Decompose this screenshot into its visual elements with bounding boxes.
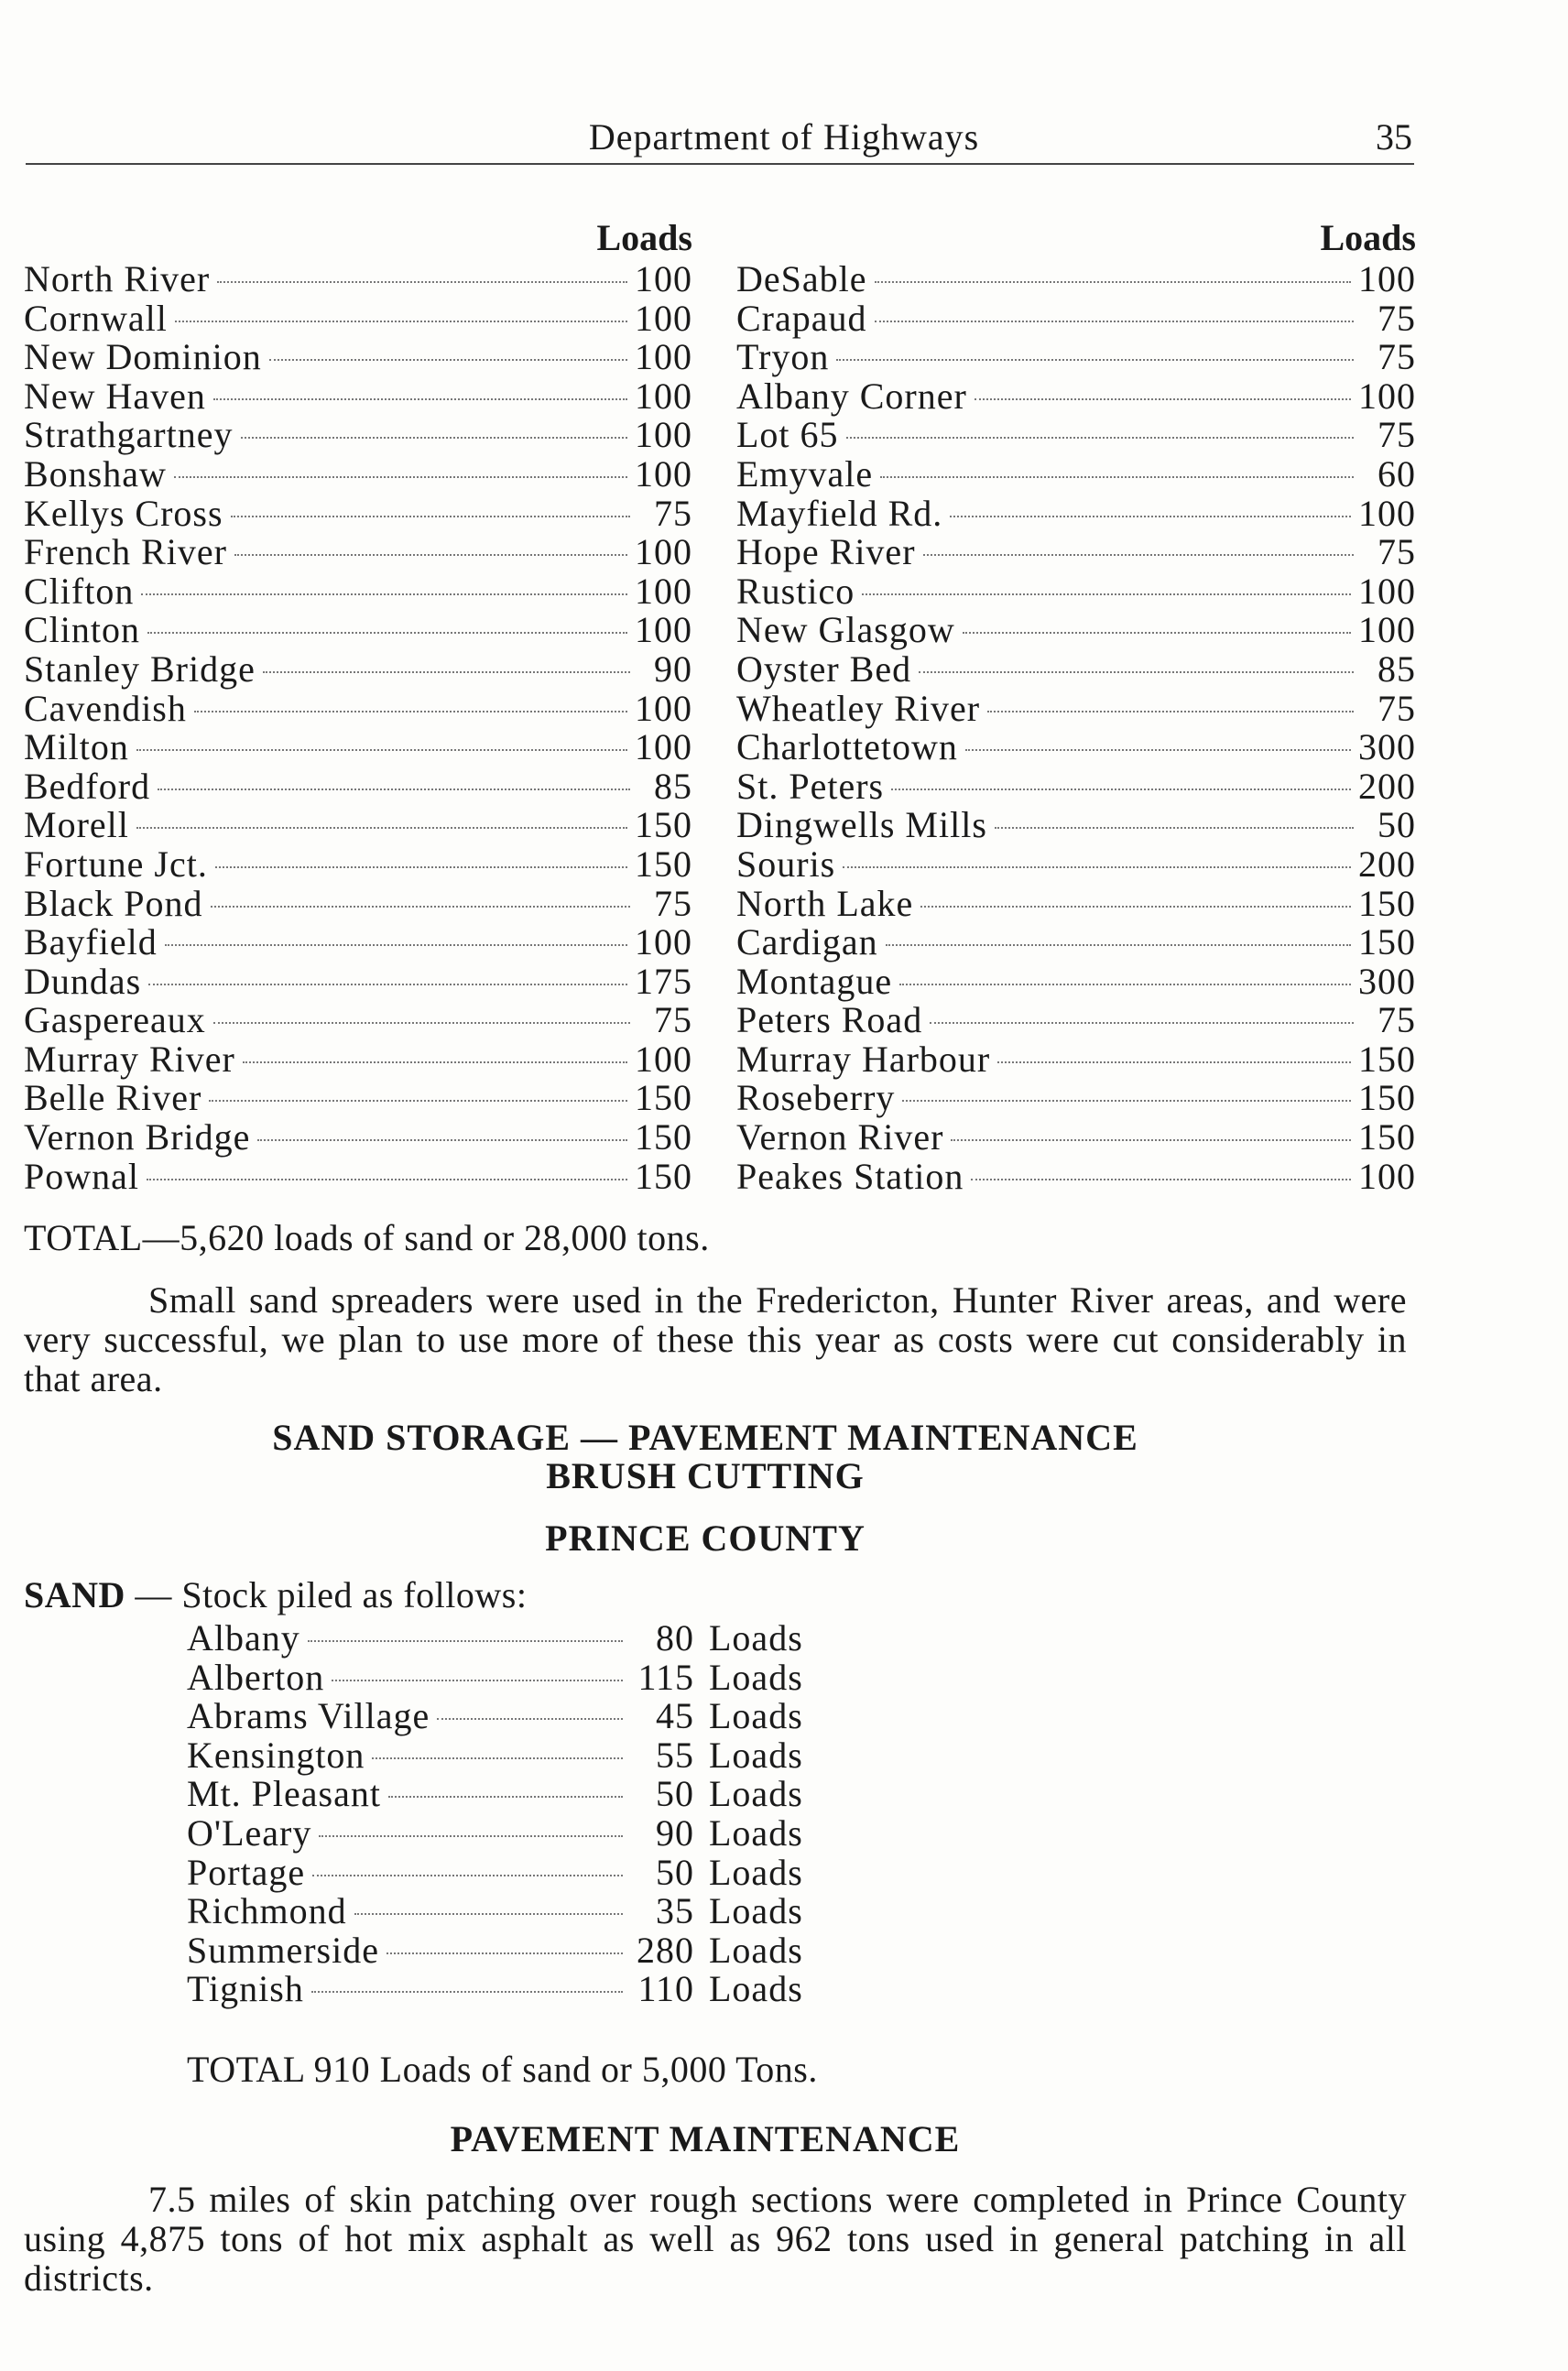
place-name: Bonshaw: [24, 452, 167, 495]
table-row: [24, 1118, 692, 1158]
table-row: [24, 1079, 692, 1118]
loads-unit: Loads: [709, 1851, 803, 1893]
place-name: New Dominion: [24, 336, 262, 378]
sand-total: TOTAL 910 Loads of sand or 5,000 Tons.: [187, 2049, 818, 2090]
table-row: [736, 923, 1416, 963]
loads-value: 100: [635, 336, 692, 378]
loads-value: 100: [635, 531, 692, 573]
table-row: [736, 728, 1416, 767]
dot-leader: [951, 1139, 1351, 1141]
dot-leader: [891, 789, 1351, 790]
table-row: [736, 572, 1416, 612]
dot-leader: [141, 593, 627, 595]
dot-leader: [902, 1100, 1351, 1102]
loads-value: 300: [1358, 726, 1416, 768]
loads-value: 45: [656, 1695, 694, 1737]
loads-value: 280: [637, 1929, 694, 1971]
loads-value: 75: [1377, 999, 1416, 1041]
dot-leader: [997, 1061, 1351, 1063]
table-row: [736, 1118, 1416, 1158]
table-row: [24, 611, 692, 650]
dot-leader: [332, 1680, 623, 1681]
dot-leader: [241, 437, 628, 439]
dot-leader: [880, 476, 1354, 478]
list-item: [187, 1851, 828, 1893]
pavement-heading: PAVEMENT MAINTENANCE: [450, 2118, 961, 2159]
loads-unit: Loads: [709, 1773, 803, 1815]
dot-leader: [308, 1640, 623, 1642]
dot-leader: [215, 866, 627, 868]
place-name: St. Peters: [736, 765, 885, 807]
loads-value: 300: [1358, 960, 1416, 1002]
place-name: Tignish: [187, 1968, 304, 2010]
dot-leader: [950, 516, 1351, 517]
dot-leader: [263, 671, 630, 673]
loads-value: 75: [1377, 336, 1416, 378]
loads-unit: Loads: [709, 1695, 803, 1737]
column-header-loads: Loads: [1320, 217, 1416, 258]
sand-intro: [24, 1573, 527, 1616]
loads-value: 150: [635, 804, 692, 846]
dot-leader: [234, 554, 627, 556]
loads-value: 200: [1358, 843, 1416, 885]
list-item: [187, 1656, 828, 1698]
dot-leader: [257, 1139, 627, 1141]
dot-leader: [920, 906, 1351, 908]
section-subheading: BRUSH CUTTING: [546, 1455, 865, 1496]
place-name: Dingwells Mills: [736, 804, 987, 846]
table-row: [24, 806, 692, 845]
dot-leader: [875, 281, 1351, 283]
place-name: Clinton: [24, 609, 141, 651]
loads-value: 85: [654, 765, 692, 807]
table-row: [24, 1155, 692, 1197]
table-row: [24, 728, 692, 767]
dot-leader: [174, 476, 627, 478]
loads-unit: Loads: [709, 1811, 803, 1854]
table-row: [24, 845, 692, 885]
place-name: Montague: [736, 960, 893, 1002]
dot-leader: [919, 671, 1354, 673]
place-name: Richmond: [187, 1890, 347, 1932]
dot-leader: [175, 321, 627, 322]
place-name: Oyster Bed: [736, 647, 912, 690]
header-rule: [26, 163, 1414, 165]
table-row: [736, 1079, 1416, 1118]
list-item: [187, 1697, 828, 1736]
loads-value: 100: [635, 609, 692, 651]
dot-leader: [437, 1718, 623, 1720]
table-row: [736, 882, 1416, 924]
loads-total: TOTAL—5,620 loads of sand or 28,000 tons.: [24, 1217, 710, 1258]
list-item: [187, 1736, 828, 1776]
table-row: [736, 492, 1416, 534]
table-row: [24, 492, 692, 534]
place-name: North Lake: [736, 882, 914, 924]
loads-unit: Loads: [709, 1968, 803, 2010]
place-name: Cavendish: [24, 687, 187, 729]
table-row: [24, 533, 692, 572]
place-name: Hope River: [736, 531, 916, 573]
place-name: Murray River: [24, 1038, 235, 1080]
loads-value: 75: [1377, 531, 1416, 573]
place-name: Kellys Cross: [24, 492, 223, 534]
dot-leader: [886, 944, 1351, 946]
table-row: [736, 533, 1416, 572]
table-row: [24, 416, 692, 455]
place-name: Charlottetown: [736, 726, 958, 768]
table-row: [736, 1001, 1416, 1040]
table-row: [24, 767, 692, 807]
table-row: [736, 647, 1416, 690]
table-row: [736, 806, 1416, 845]
table-row: [736, 1155, 1416, 1197]
place-name: Pownal: [24, 1155, 139, 1197]
place-name: Roseberry: [736, 1077, 896, 1119]
place-name: New Haven: [24, 375, 206, 417]
dot-leader: [269, 359, 627, 361]
loads-unit: Loads: [709, 1890, 803, 1932]
dot-leader: [354, 1913, 623, 1915]
loads-value: 100: [635, 375, 692, 417]
dot-leader: [930, 1022, 1354, 1024]
loads-value: 100: [635, 570, 692, 612]
dot-leader: [843, 866, 1351, 868]
loads-value: 150: [1358, 1077, 1416, 1119]
place-name: Emyvale: [736, 452, 874, 495]
dot-leader: [995, 827, 1354, 829]
place-name: Murray Harbour: [736, 1038, 991, 1080]
sand-intro-text: — Stock piled as follows:: [135, 1574, 528, 1615]
page-header: [0, 110, 1568, 165]
running-title: Department of Highways: [588, 116, 980, 158]
dot-leader: [136, 827, 627, 829]
loads-value: 100: [635, 1038, 692, 1080]
loads-value: 100: [1358, 570, 1416, 612]
table-row: [736, 1040, 1416, 1080]
place-name: Alberton: [187, 1656, 325, 1698]
loads-value: 115: [637, 1656, 694, 1698]
dot-leader: [975, 398, 1351, 400]
loads-value: 200: [1358, 765, 1416, 807]
loads-value: 150: [1358, 1038, 1416, 1080]
loads-value: 175: [635, 960, 692, 1002]
dot-leader: [846, 437, 1354, 439]
loads-value: 100: [1358, 375, 1416, 417]
dot-leader: [965, 749, 1351, 751]
table-row: [736, 611, 1416, 650]
dot-leader: [387, 1952, 623, 1954]
table-row: [736, 299, 1416, 339]
list-item: [187, 1931, 828, 1971]
loads-value: 150: [1358, 882, 1416, 924]
table-row: [24, 1040, 692, 1080]
list-item: [187, 1619, 828, 1659]
dot-leader: [211, 906, 630, 908]
place-name: Peters Road: [736, 999, 923, 1041]
place-name: Abrams Village: [187, 1695, 430, 1737]
place-name: French River: [24, 531, 227, 573]
loads-value: 55: [656, 1734, 694, 1776]
place-name: Belle River: [24, 1077, 202, 1119]
loads-value: 75: [654, 492, 692, 534]
place-name: Souris: [736, 843, 836, 885]
dot-leader: [194, 711, 627, 712]
place-name: Mayfield Rd.: [736, 492, 943, 534]
table-row: [24, 299, 692, 339]
dot-leader: [209, 1100, 627, 1102]
dot-leader: [311, 1991, 623, 1993]
table-row: [736, 260, 1416, 299]
list-item: [187, 1892, 828, 1931]
dot-leader: [923, 554, 1354, 556]
section-heading: SAND STORAGE — PAVEMENT MAINTENANCE: [272, 1417, 1138, 1458]
place-name: Albany: [187, 1617, 300, 1659]
loads-value: 100: [635, 258, 692, 299]
place-name: Bayfield: [24, 921, 158, 963]
place-name: O'Leary: [187, 1811, 312, 1854]
table-row: [24, 572, 692, 612]
loads-value: 150: [635, 1155, 692, 1197]
dot-leader: [231, 516, 630, 517]
sand-label: SAND: [24, 1574, 125, 1615]
loads-value: 50: [1377, 804, 1416, 846]
loads-value: 90: [654, 647, 692, 690]
loads-value: 80: [656, 1617, 694, 1659]
dot-leader: [319, 1835, 623, 1837]
loads-column-left: [24, 216, 692, 1196]
spreaders-paragraph: Small sand spreaders were used in the Fredericton, Hunter River areas, and were very successful, we plan to use more of these this year as costs were cut considerably in that area.: [24, 1279, 1407, 1399]
place-name: Tryon: [736, 336, 830, 378]
dot-leader: [213, 1022, 630, 1024]
place-name: Black Pond: [24, 882, 203, 924]
table-row: [24, 882, 692, 924]
table-row: [736, 416, 1416, 455]
place-name: Morell: [24, 804, 129, 846]
place-name: Vernon River: [736, 1116, 944, 1158]
table-row: [736, 377, 1416, 417]
table-row: [24, 923, 692, 963]
loads-value: 150: [1358, 1116, 1416, 1158]
loads-unit: Loads: [709, 1656, 803, 1698]
place-name: Clifton: [24, 570, 135, 612]
dot-leader: [862, 593, 1351, 595]
place-name: Crapaud: [736, 297, 867, 339]
dot-leader: [836, 359, 1354, 361]
dot-leader: [147, 1179, 627, 1180]
loads-value: 100: [1358, 258, 1416, 299]
place-name: Portage: [187, 1851, 306, 1893]
loads-value: 50: [656, 1851, 694, 1893]
table-row: [736, 845, 1416, 885]
table-row: [24, 260, 692, 299]
loads-unit: Loads: [709, 1734, 803, 1776]
table-row: [24, 377, 692, 417]
place-name: Kensington: [187, 1734, 365, 1776]
place-name: Strathgartney: [24, 414, 234, 456]
loads-value: 100: [635, 452, 692, 495]
loads-value: 150: [635, 1077, 692, 1119]
loads-unit: Loads: [709, 1929, 803, 1971]
dot-leader: [136, 749, 627, 751]
place-name: Mt. Pleasant: [187, 1773, 381, 1815]
loads-value: 150: [635, 1116, 692, 1158]
place-name: Summerside: [187, 1929, 379, 1971]
page-number: 35: [1376, 116, 1412, 158]
dot-leader: [148, 984, 627, 985]
place-name: Vernon Bridge: [24, 1116, 251, 1158]
dot-leader: [899, 984, 1351, 985]
table-row: [736, 452, 1416, 495]
place-name: New Glasgow: [736, 609, 955, 651]
county-heading: PRINCE COUNTY: [545, 1517, 866, 1559]
sand-stock-list: [187, 1619, 828, 2009]
table-row: [736, 338, 1416, 377]
loads-value: 75: [1377, 297, 1416, 339]
place-name: Stanley Bridge: [24, 647, 256, 690]
place-name: Cardigan: [736, 921, 878, 963]
loads-value: 50: [656, 1773, 694, 1815]
place-name: Fortune Jct.: [24, 843, 208, 885]
table-row: [24, 687, 692, 729]
dot-leader: [243, 1061, 627, 1063]
loads-value: 75: [654, 882, 692, 924]
loads-value: 100: [635, 297, 692, 339]
dot-leader: [165, 944, 627, 946]
place-name: DeSable: [736, 258, 867, 299]
pavement-paragraph: 7.5 miles of skin patching over rough sections were completed in Prince County using 4,875 tons of hot mix asphalt as well as 962 tons used in general patching in all districts.: [24, 2179, 1407, 2299]
dot-leader: [963, 632, 1351, 634]
table-row: [736, 960, 1416, 1002]
list-item: [187, 1970, 828, 2009]
table-row: [24, 452, 692, 495]
dot-leader: [875, 321, 1354, 322]
place-name: Dundas: [24, 960, 142, 1002]
loads-value: 100: [635, 921, 692, 963]
place-name: Lot 65: [736, 414, 839, 456]
loads-unit: Loads: [709, 1617, 803, 1659]
loads-value: 85: [1377, 647, 1416, 690]
loads-value: 75: [654, 999, 692, 1041]
dot-leader: [971, 1179, 1351, 1180]
dot-leader: [388, 1796, 623, 1798]
dot-leader: [372, 1757, 623, 1759]
table-row: [736, 687, 1416, 729]
loads-value: 35: [656, 1890, 694, 1932]
dot-leader: [987, 711, 1354, 712]
place-name: Bedford: [24, 765, 151, 807]
dot-leader: [158, 789, 630, 790]
table-row: [24, 647, 692, 690]
loads-value: 100: [635, 726, 692, 768]
loads-column-right: [736, 216, 1416, 1196]
column-header-loads: Loads: [596, 217, 692, 258]
table-row: [736, 767, 1416, 807]
dot-leader: [312, 1875, 623, 1876]
place-name: Peakes Station: [736, 1155, 964, 1197]
table-row: [24, 960, 692, 1002]
loads-value: 75: [1377, 687, 1416, 729]
place-name: Cornwall: [24, 297, 168, 339]
loads-value: 150: [635, 843, 692, 885]
loads-value: 100: [1358, 609, 1416, 651]
list-item: [187, 1811, 828, 1854]
dot-leader: [217, 281, 627, 283]
dot-leader: [147, 632, 627, 634]
place-name: Milton: [24, 726, 129, 768]
loads-value: 100: [1358, 492, 1416, 534]
loads-value: 150: [1358, 921, 1416, 963]
table-row: [24, 1001, 692, 1040]
dot-leader: [213, 398, 627, 400]
loads-value: 100: [635, 687, 692, 729]
loads-value: 75: [1377, 414, 1416, 456]
list-item: [187, 1775, 828, 1814]
loads-value: 100: [1358, 1155, 1416, 1197]
place-name: Rustico: [736, 570, 855, 612]
loads-value: 110: [637, 1968, 694, 2010]
loads-value: 60: [1377, 452, 1416, 495]
place-name: North River: [24, 258, 211, 299]
place-name: Gaspereaux: [24, 999, 206, 1041]
place-name: Wheatley River: [736, 687, 981, 729]
loads-value: 100: [635, 414, 692, 456]
loads-value: 90: [656, 1811, 694, 1854]
table-row: [24, 338, 692, 377]
place-name: Albany Corner: [736, 375, 967, 417]
